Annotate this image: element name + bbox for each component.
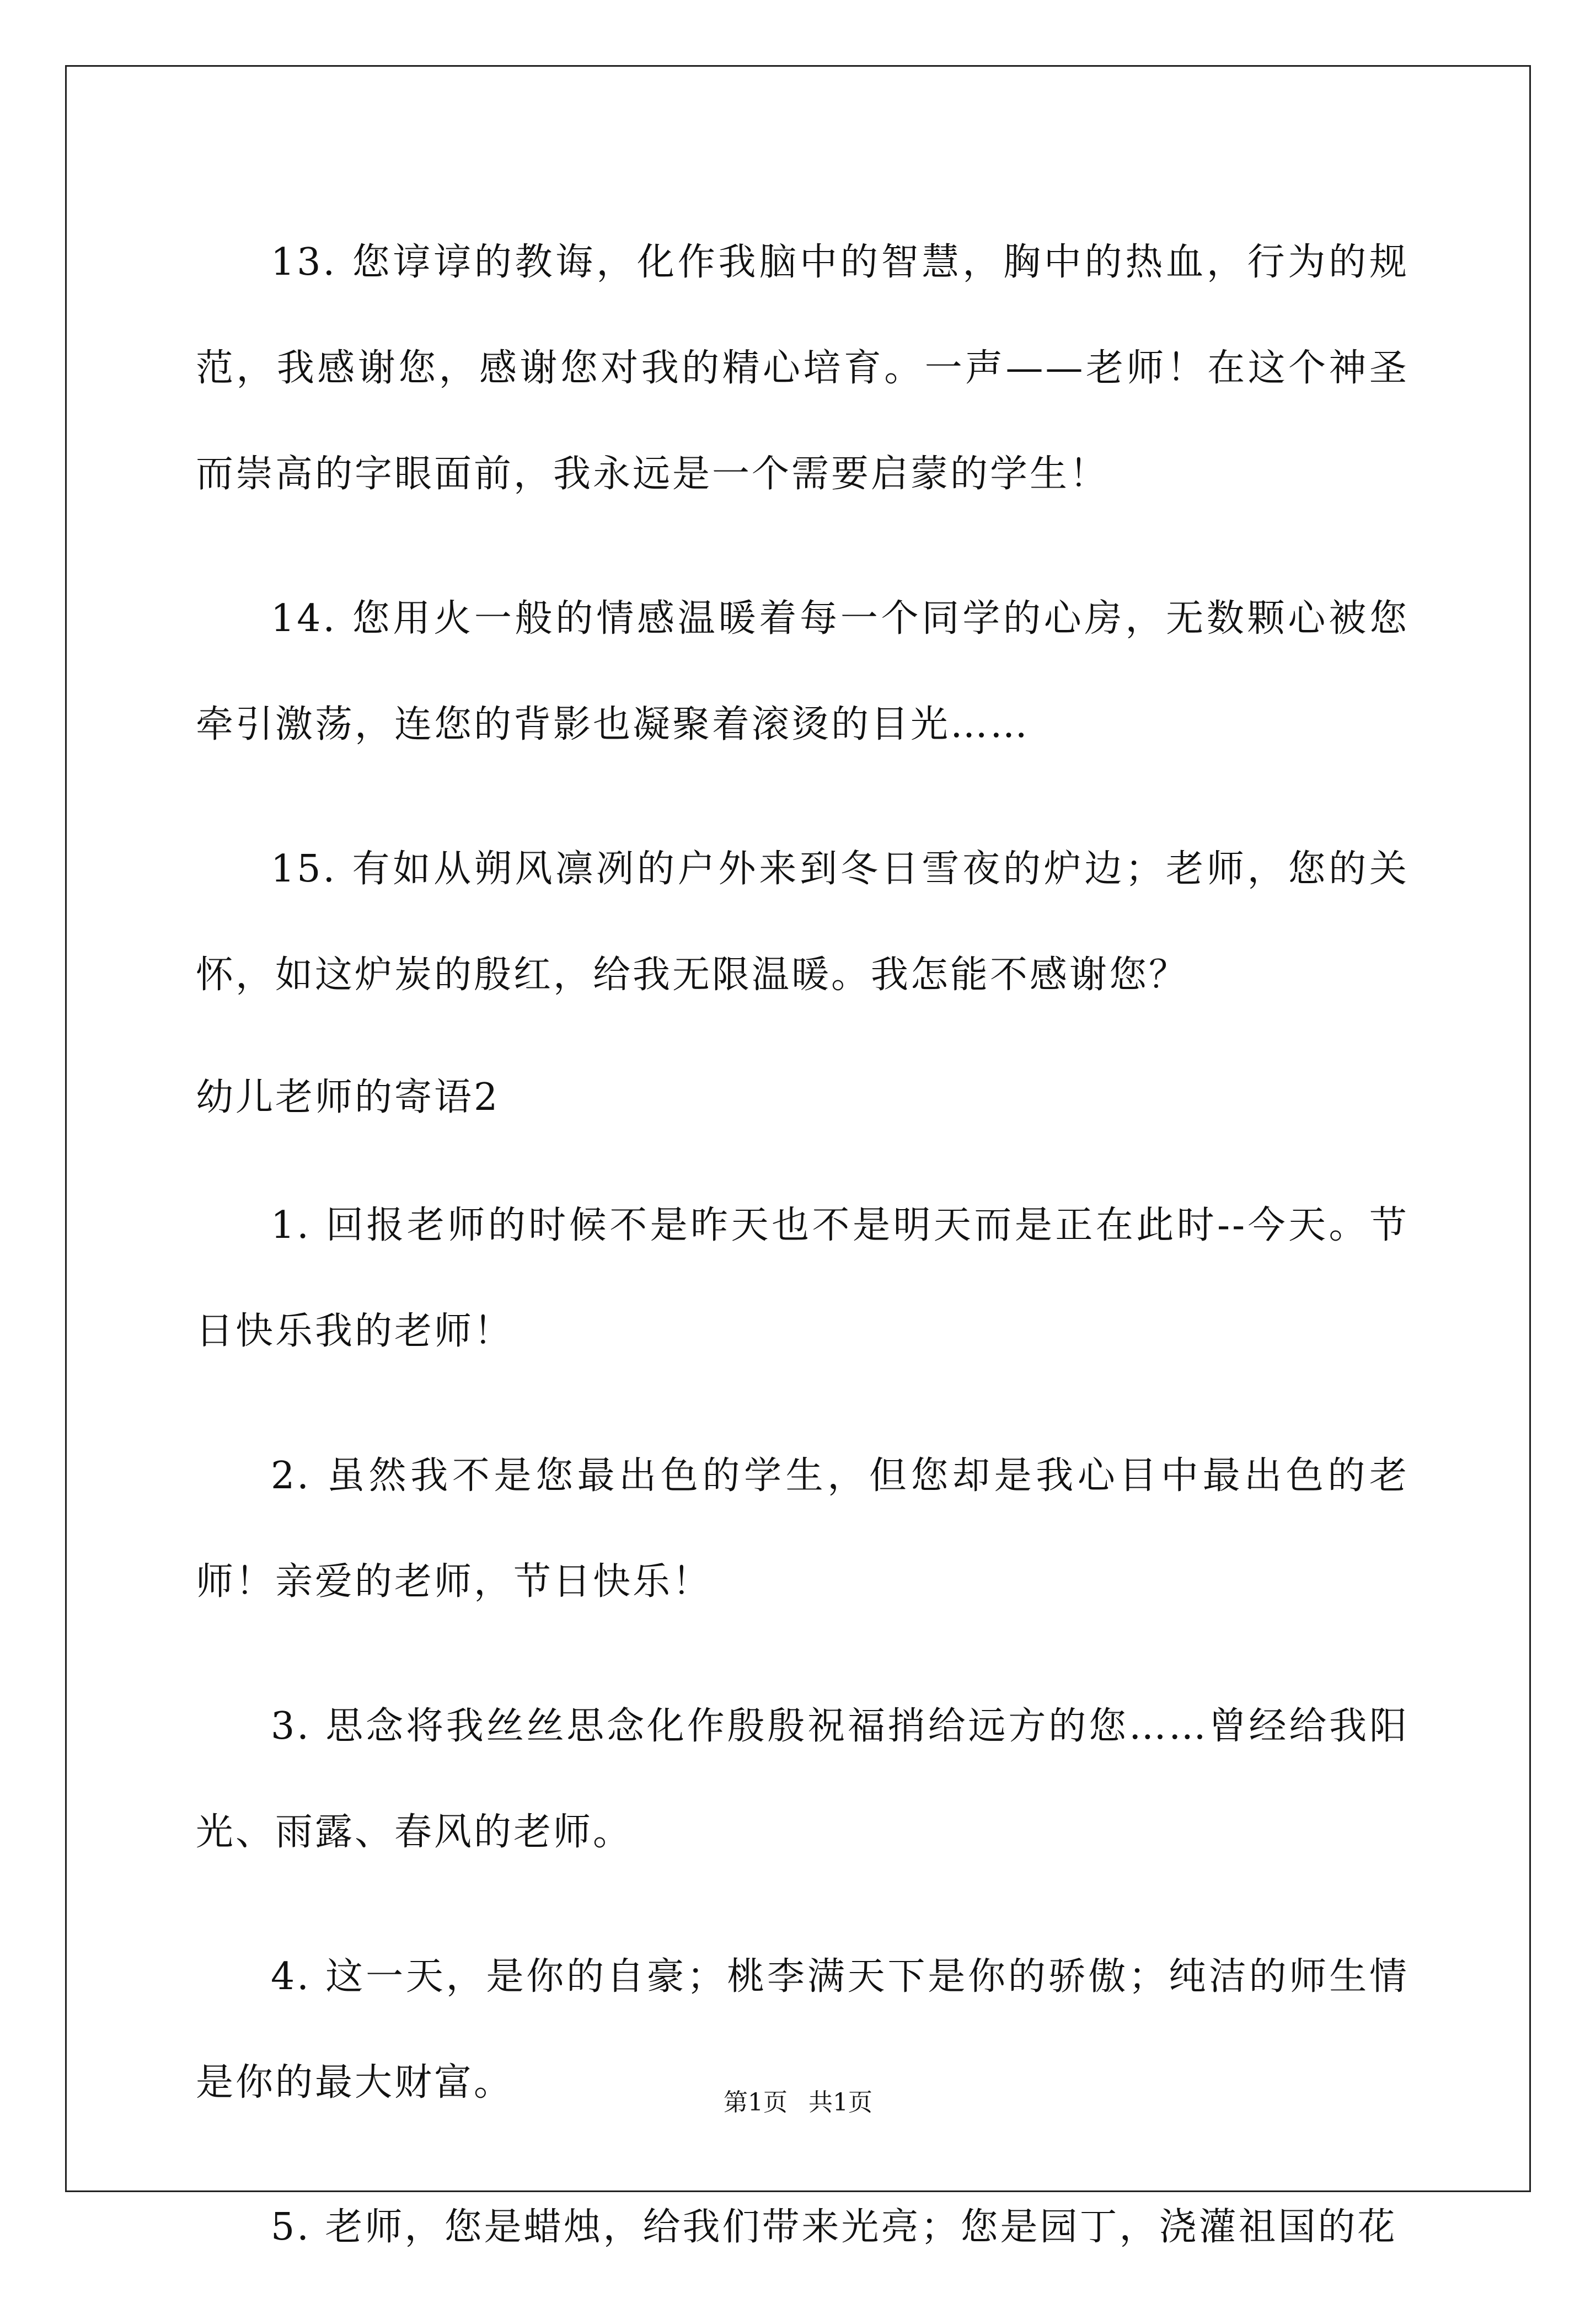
page-footer <box>0 2082 1596 2118</box>
document-body <box>196 210 1409 2319</box>
paragraph-3: 3. 思念将我丝丝思念化作殷殷祝福捎给远方的您……曾经给我阳光、雨露、春风的老师。 <box>196 1704 1409 1854</box>
page-number-total: 共1页 <box>808 2088 872 2117</box>
paragraph-2: 2. 虽然我不是您最出色的学生，但您却是我心目中最出色的老师！亲爱的老师，节日快乐！ <box>196 1454 1409 1604</box>
paragraph-15: 15. 有如从朔风凛冽的户外来到冬日雪夜的炉边；老师，您的关怀，如这炉炭的殷红，给我无限温暖。我怎能不感谢您？ <box>196 847 1409 997</box>
paragraph-1: 1. 回报老师的时候不是昨天也不是明天而是正在此时--今天。节日快乐我的老师！ <box>196 1204 1409 1353</box>
paragraph-4: 4. 这一天，是你的自豪；桃李满天下是你的骄傲；纯洁的师生情是你的最大财富。 <box>196 1955 1409 2104</box>
page-number-current: 第1页 <box>724 2088 788 2117</box>
paragraph-5: 5. 老师，您是蜡烛，给我们带来光亮；您是园丁，浇灌祖国的花 <box>271 2205 1397 2249</box>
section-heading: 幼儿老师的寄语2 <box>196 1076 500 1119</box>
paragraph-13: 13. 您谆谆的教诲，化作我脑中的智慧，胸中的热血，行为的规范，我感谢您，感谢您对我的精心培育。一声——老师！在这个神圣而崇高的字眼面前，我永远是一个需要启蒙的学生！ <box>196 241 1409 496</box>
paragraph-14: 14. 您用火一般的情感温暖着每一个同学的心房，无数颗心被您牵引激荡，连您的背影也凝聚着滚烫的目光…… <box>196 597 1409 746</box>
